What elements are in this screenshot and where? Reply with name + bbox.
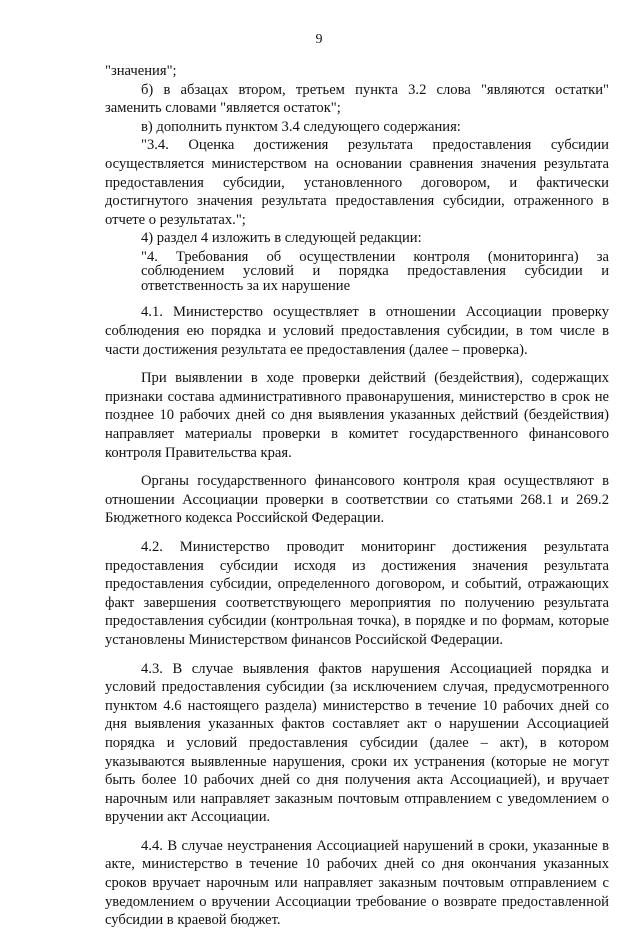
paragraph: б) в абзацах втором, третьем пункта 3.2 слова "являются остатки" заменить словами "является остаток"; [105, 81, 609, 117]
paragraph: "3.4. Оценка достижения результата предоставления субсидии осуществляется министерством на основании сравнения значения результата предоставления субсидии, установленного договором, и фактически достигнутого значения результата предоставления субсидии, отраженного в отчете о результатах."; [105, 137, 609, 228]
paragraph: 4) раздел 4 изложить в следующей редакции: [141, 230, 422, 247]
paragraph: Органы государственного финансового контроля края осуществляют в отношении Ассоциации проверки в соответствии со статьями 268.1 и 269.2 Бюджетного кодекса Российской Федерации. [105, 473, 609, 527]
section-heading: "4. Требования об осуществлении контроля (мониторинга) за соблюдением условий и порядка предоставления субсидии и ответственность за их нарушение [141, 248, 609, 294]
paragraph: "значения"; [105, 63, 177, 79]
paragraph: При выявлении в ходе проверки действий (бездействия), содержащих признаки состава административного правонарушения, министерство в срок не позднее 10 рабочих дней со дня выявления указанных действий (бездействия) направляет материалы проверки в комитет государственного финансового контроля Правительства края. [105, 370, 609, 461]
paragraph: 4.2. Министерство проводит мониторинг достижения результата предоставления субсидии исходя из достижения значения результата предоставления субсидии, определенного договором, и событий, отражающих факт завершения соответствующего мероприятия по получению результата предоставления субсидии (контрольная точка), в порядке и по формам, которые установлены Министерством финансов Российской Федерации. [105, 538, 609, 648]
paragraph: 4.3. В случае выявления фактов нарушения Ассоциацией порядка и условий предоставления субсидии (за исключением случая, предусмотренного пунктом 4.6 настоящего раздела) министерство в течение 10 рабочих дней со дня выявления указанных фактов составляет акт о нарушении Ассоциацией порядка и условий предоставления субсидии (далее – акт), в котором указываются выявленные нарушения, сроки их устранения (которые не могут быть более 10 рабочих дней со дня получения акта Ассоциацией), и вручает нарочным или направляет заказным почтовым отправлением с уведомлением о вручении акт Ассоциации. [105, 660, 609, 826]
paragraph: в) дополнить пунктом 3.4 следующего содержания: [141, 118, 461, 135]
document-body [105, 62, 609, 930]
paragraph: 4.4. В случае неустранения Ассоциацией нарушений в сроки, указанные в акте, министерство в течение 10 рабочих дней со дня окончания указанных сроков вручает нарочным или направляет заказным почтовым отправлением с уведомлением о вручении Ассоциации требование о возврате предоставленной субсидии в краевой бюджет. [105, 837, 609, 929]
paragraph: 4.1. Министерство осуществляет в отношении Ассоциации проверку соблюдения ею порядка и условий предоставления субсидии, в том числе в части достижения результата ее предоставления (далее – проверка). [105, 304, 609, 358]
page-number: 9 [315, 32, 323, 47]
